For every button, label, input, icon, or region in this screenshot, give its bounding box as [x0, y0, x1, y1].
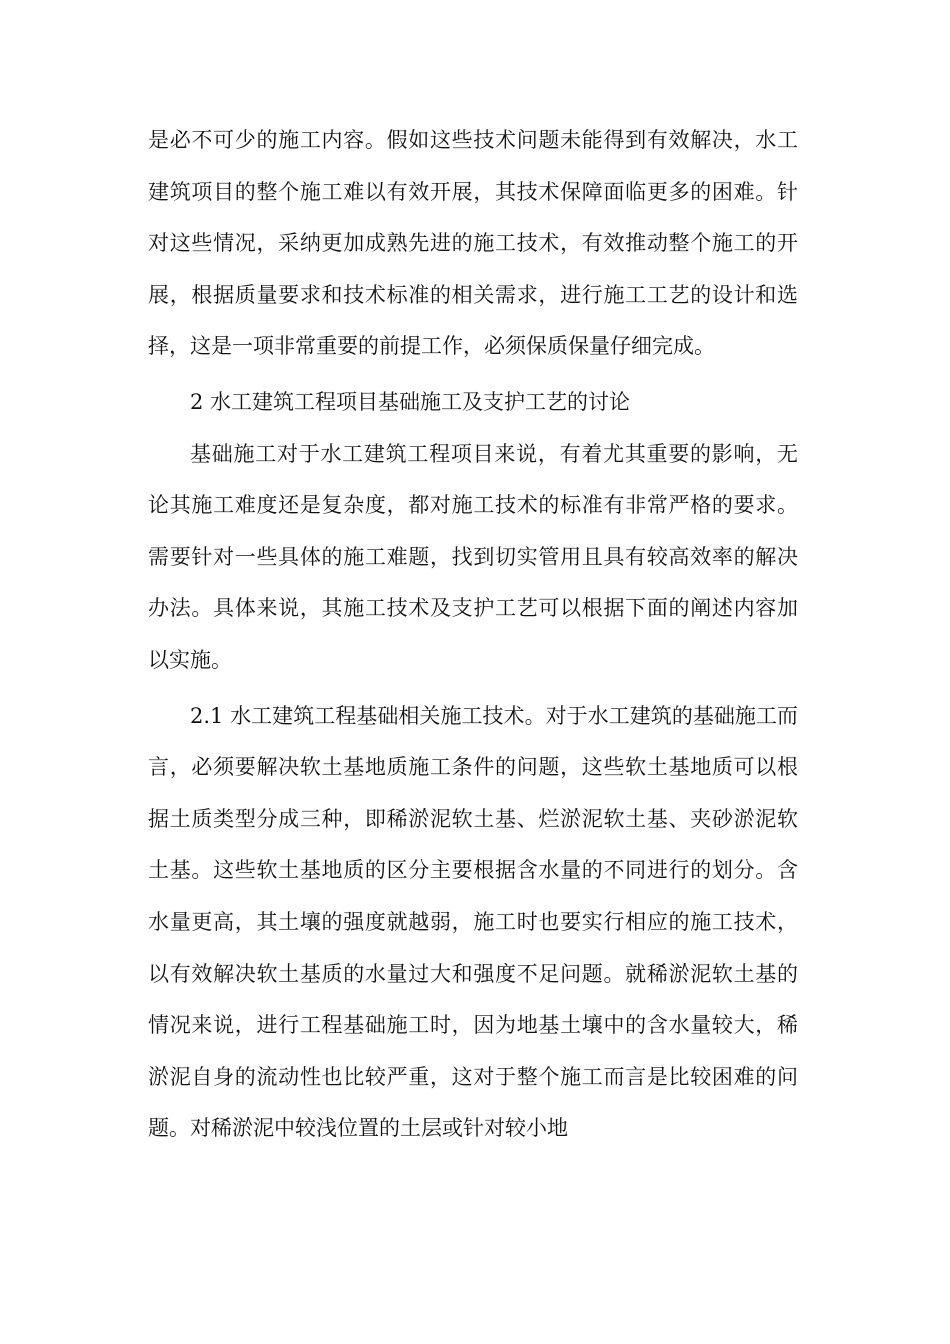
document-body [148, 115, 798, 1155]
paragraph-foundation-techniques: 2.1 水工建筑工程基础相关施工技术。对于水工建筑的基础施工而言，必须要解决软土基地质施工条件的问题，这些软土基地质可以根据土质类型分成三种，即稀淤泥软土基、烂淤泥软土基、夹砂淤泥软土基。这些软土基地质的区分主要根据含水量的不同进行的划分。含水量更高，其土壤的强度就越弱，施工时也要实行相应的施工技术，以有效解决软土基质的水量过大和强度不足问题。就稀淤泥软土基的情况来说，进行工程基础施工时，因为地基土壤中的含水量较大，稀淤泥自身的流动性也比较严重，这对于整个施工而言是比较困难的问题。对稀淤泥中较浅位置的土层或针对较小地 [148, 703, 798, 1141]
paragraph-foundation-intro: 基础施工对于水工建筑工程项目来说，有着尤其重要的影响，无论其施工难度还是复杂度，都对施工技术的标准有非常严格的要求。需要针对一些具体的施工难题，找到切实管用且具有较高效率的解决办法。具体来说，其施工技术及支护工艺可以根据下面的阐述内容加以实施。 [148, 441, 798, 672]
section-heading: 2 水工建筑工程项目基础施工及支护工艺的讨论 [190, 389, 631, 414]
paragraph-continuation: 是必不可少的施工内容。假如这些技术问题未能得到有效解决，水工建筑项目的整个施工难以有效开展，其技术保障面临更多的困难。针对这些情况，采纳更加成熟先进的施工技术，有效推动整个施工的开展，根据质量要求和技术标准的相关需求，进行施工工艺的设计和选择，这是一项非常重要的前提工作，必须保质保量仔细完成。 [148, 128, 798, 359]
